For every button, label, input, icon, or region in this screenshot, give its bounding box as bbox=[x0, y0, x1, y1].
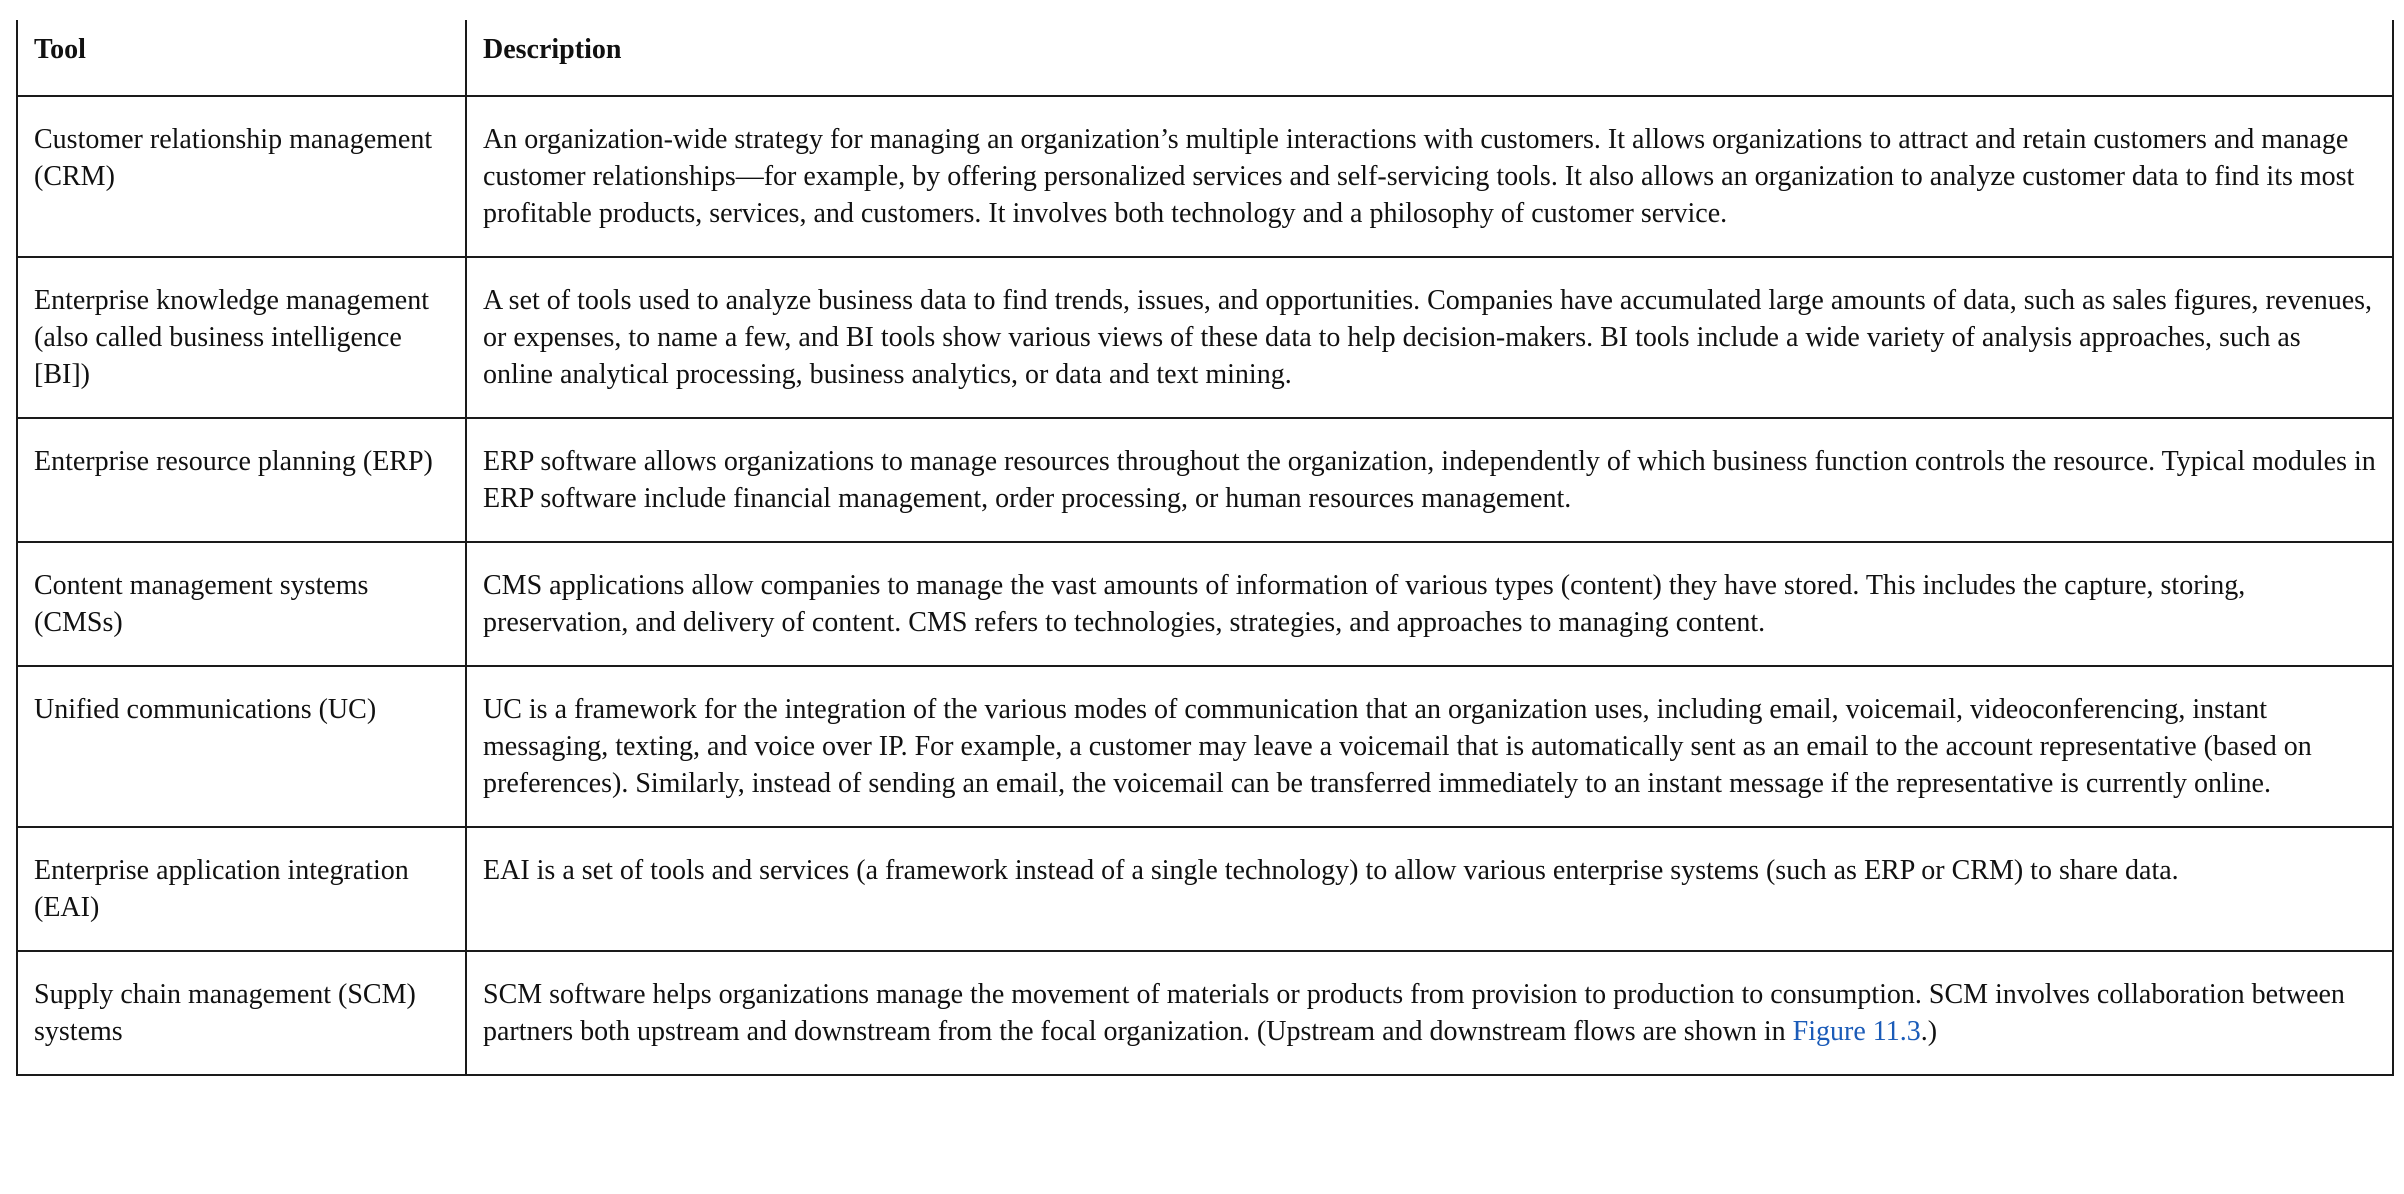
table-row bbox=[17, 666, 2393, 827]
description-cell: UC is a framework for the integration of the various modes of communication that an organization uses, including email, voicemail, videoconferencing, instant messaging, texting, and voice over IP. For example, a customer may leave a voicemail that is automatically sent as an email to the account representative (based on preferences). Similarly, instead of sending an email, the voicemail can be transferred immediately to an instant message if the representative is currently online. bbox=[466, 666, 2393, 827]
table-row bbox=[17, 951, 2393, 1075]
description-text: SCM software helps organizations manage the movement of materials or products from provision to production to consumption. SCM involves collaboration between partners both upstream and downstream from the focal organization. (Upstream and downstream flows are shown in bbox=[483, 979, 2345, 1047]
description-cell bbox=[466, 951, 2393, 1075]
description-cell: EAI is a set of tools and services (a framework instead of a single technology) to allow various enterprise systems (such as ERP or CRM) to share data. bbox=[466, 827, 2393, 951]
description-end-text: .) bbox=[1920, 1016, 1938, 1047]
description-cell: A set of tools used to analyze business data to find trends, issues, and opportunities. Companies have accumulated large amounts of data, such as sales figures, revenues, or expenses, to name a few, and BI tools show various views of these data to help decision-makers. BI tools include a wide variety of analysis approaches, such as online analytical processing, business analytics, or data and text mining. bbox=[466, 257, 2393, 418]
tool-cell: Unified communications (UC) bbox=[17, 666, 466, 827]
table-row bbox=[17, 542, 2393, 666]
tool-cell: Supply chain management (SCM) systems bbox=[17, 951, 466, 1075]
description-cell: An organization-wide strategy for managing an organization’s multiple interactions with customers. It allows organizations to attract and retain customers and manage customer relationships—for example, by offering personalized services and self-servicing tools. It also allows an organization to analyze customer data to find its most profitable products, services, and customers. It involves both technology and a philosophy of customer service. bbox=[466, 96, 2393, 257]
table-row bbox=[17, 96, 2393, 257]
header-row bbox=[17, 20, 2393, 96]
table-row bbox=[17, 257, 2393, 418]
table-header bbox=[17, 20, 2393, 96]
header-tool: Tool bbox=[17, 20, 466, 96]
table-row bbox=[17, 827, 2393, 951]
description-cell: ERP software allows organizations to manage resources throughout the organization, independently of which business function controls the resource. Typical modules in ERP software include financial management, order processing, or human resources management. bbox=[466, 418, 2393, 542]
table-row bbox=[17, 418, 2393, 542]
figure-link[interactable]: Figure 11.3 bbox=[1792, 1016, 1921, 1047]
tool-cell: Customer relationship management (CRM) bbox=[17, 96, 466, 257]
tool-cell: Enterprise resource planning (ERP) bbox=[17, 418, 466, 542]
tool-cell: Content management systems (CMSs) bbox=[17, 542, 466, 666]
header-description: Description bbox=[466, 20, 2393, 96]
enterprise-tools-table bbox=[16, 20, 2394, 1076]
tool-cell: Enterprise knowledge management (also called business intelligence [BI]) bbox=[17, 257, 466, 418]
table-body bbox=[17, 96, 2393, 1075]
tool-cell: Enterprise application integration (EAI) bbox=[17, 827, 466, 951]
description-cell: CMS applications allow companies to manage the vast amounts of information of various types (content) they have stored. This includes the capture, storing, preservation, and delivery of content. CMS refers to technologies, strategies, and approaches to managing content. bbox=[466, 542, 2393, 666]
